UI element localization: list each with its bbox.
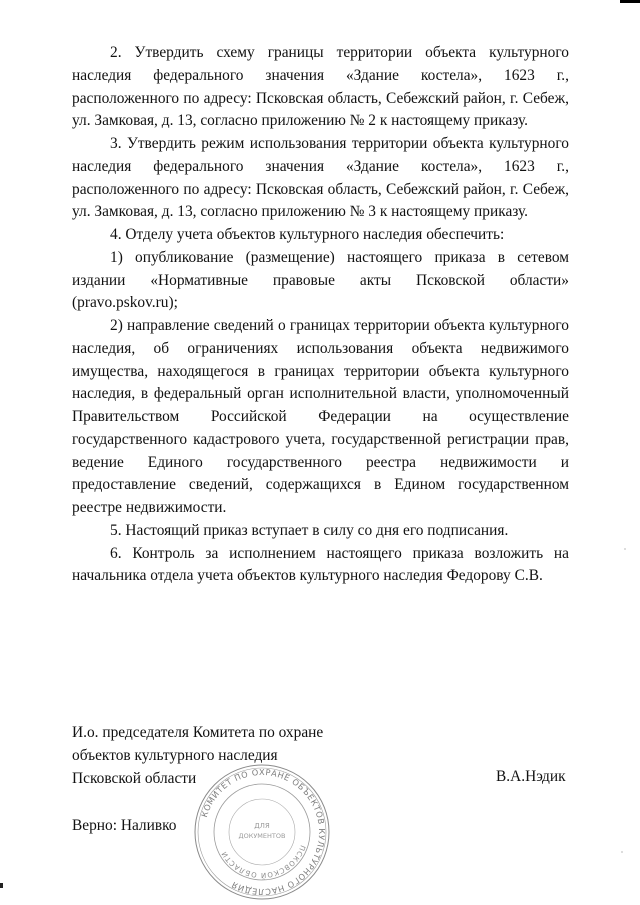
paragraph-subitem-1: 1) опубликование (размещение) настоящего приказа в сетевом издании «Нормативные правовые акты Псковской области» (pravo.pskov.ru);: [72, 248, 569, 312]
stamp-inner-textpath: ПСКОВСКОЙ ОБЛАСТИ: [220, 843, 307, 880]
verified-by: Верно: Наливко: [72, 817, 177, 834]
scan-corner-mark: [620, 0, 640, 3]
stamp-center-line-2: ДОКУМЕНТОВ: [238, 832, 286, 840]
document-body: [72, 42, 569, 588]
scan-speck: [624, 548, 626, 550]
stamp-center-line-1: ДЛЯ: [254, 822, 270, 830]
paragraph-subitem-2: 2) направление сведений о границах территории объекта культурного наследия, об ограничениях использования объекта недвижимого имущества, находящегося в границах территории объекта культурного наследия, в федеральный орган исполнительной власти, уполномоченный Правительством Российской Федерации на осуществление государственного кадастрового учета, государственной регистрации прав, ведение Единого государственного реестра недвижимости и предоставление сведений, содержащихся в Едином государственном реестре недвижимости.: [72, 317, 569, 516]
paragraph-item-3: 3. Утвердить режим использования территории объекта культурного наследия федерального значения «Здание костела», 1623 г., расположенного по адресу: Псковская область, Себежский район, г. Себеж, ул. Замковая, д. 13, согласно приложению № 3 к настоящему приказу.: [72, 135, 569, 221]
signatory-title-line-2: объектов культурного наследия: [72, 747, 278, 764]
signatory-title-line-3: Псковской области: [72, 770, 197, 787]
signatory-title-line-1: И.о. председателя Комитета по охране: [72, 724, 324, 741]
scan-edge-mark: [0, 883, 3, 888]
signatory-name: В.А.Нэдик: [496, 768, 566, 785]
paragraph-item-5: 5. Настоящий приказ вступает в силу со дня его подписания.: [110, 521, 509, 539]
stamp-ring-textpath: КОМИТЕТ ПО ОХРАНЕ ОБЪЕКТОВ КУЛЬТУРНОГО НАСЛЕДИЯ: [199, 766, 328, 898]
official-stamp: [192, 762, 332, 902]
scan-speck: [621, 851, 623, 853]
paragraph-item-4: 4. Отделу учета объектов культурного наследия обеспечить:: [110, 226, 505, 243]
paragraph-item-2: 2. Утвердить схему границы территории объекта культурного наследия федерального значения «Здание костела», 1623 г., расположенного по адресу: Псковская область, Себежский район, г. Себеж, ул. Замковая, д. 13, согласно приложению № 2 к настоящему приказу.: [72, 44, 569, 130]
paragraph-item-6: 6. Контроль за исполнением настоящего приказа возложить на начальника отдела учета объектов культурного наследия Федорову С.В.: [72, 544, 569, 585]
stamp-inner-text: [220, 844, 307, 880]
